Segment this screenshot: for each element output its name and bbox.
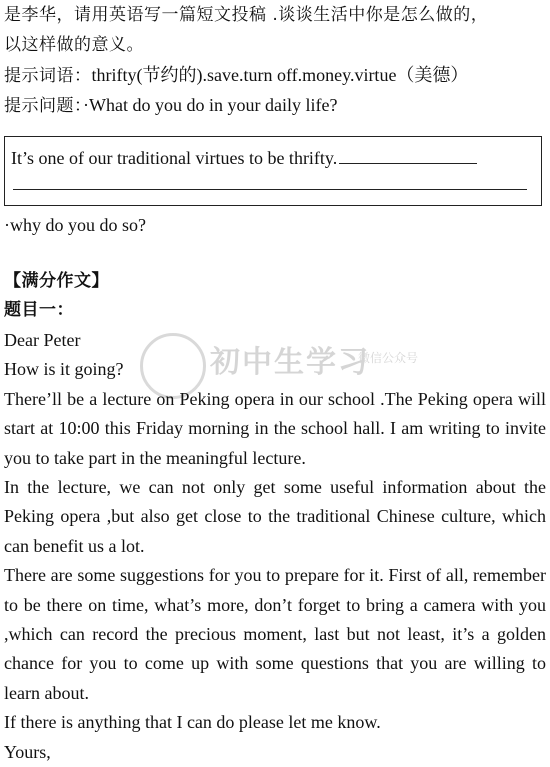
essay-closing: Yours, xyxy=(4,741,51,762)
answer-sentence: It’s one of our traditional virtues to be thrifty. xyxy=(11,148,338,168)
prompt-words xyxy=(4,62,468,89)
words-label: 提示词语： xyxy=(4,66,92,86)
essay-paragraph: In the lecture, we can not only get some useful information about the Peking opera ,but also get close to the traditional Chinese culture, which can benefit us a lot. xyxy=(4,477,546,556)
section-heading: 【满分作文】 xyxy=(4,271,109,291)
answer-box xyxy=(4,136,542,206)
essay-paragraph: If there is anything that I can do please let me know. xyxy=(4,712,381,733)
essay-salutation: Dear Peter xyxy=(4,330,81,350)
question-label: 提示问题： xyxy=(4,96,83,116)
prompt-line-2: 以这样做的意义。 xyxy=(4,35,144,55)
watermark-title: 初中生学习 xyxy=(210,345,370,380)
watermark-subtitle: 微信公众号 xyxy=(358,351,419,365)
answer-blank-line xyxy=(13,189,527,190)
prompt-line-1: 是李华，请用英语写一篇短文投稿 .谈谈生活中你是怎么做的， xyxy=(4,5,489,25)
question-2: ·why do you do so? xyxy=(4,215,146,235)
answer-first-line xyxy=(11,145,477,171)
essay xyxy=(4,326,546,767)
essay-paragraph: There’ll be a lecture on Peking opera in our school .The Peking opera will start at 10:00 this Friday morning in the school hall. I am writing to invite you to take part in the meaningful lecture. xyxy=(4,388,546,468)
prompt-question xyxy=(4,92,337,119)
essay-paragraph: There are some suggestions for you to prepare for it. First of all, remember to be there on time, what’s more, don’t forget to bring a camera with you ,which can record the precious moment, last but not least, it’s a golden chance for you to come up with some questions that you are willing to learn about. xyxy=(4,565,546,703)
words-list: thrifty(节约的).save.turn off.money.virtue（美德） xyxy=(91,65,469,85)
question-text: ·What do you do in your daily life? xyxy=(83,95,338,115)
topic-heading: 题目一： xyxy=(4,300,74,320)
essay-greeting: How is it going? xyxy=(4,359,124,380)
answer-blank-inline xyxy=(339,145,477,164)
